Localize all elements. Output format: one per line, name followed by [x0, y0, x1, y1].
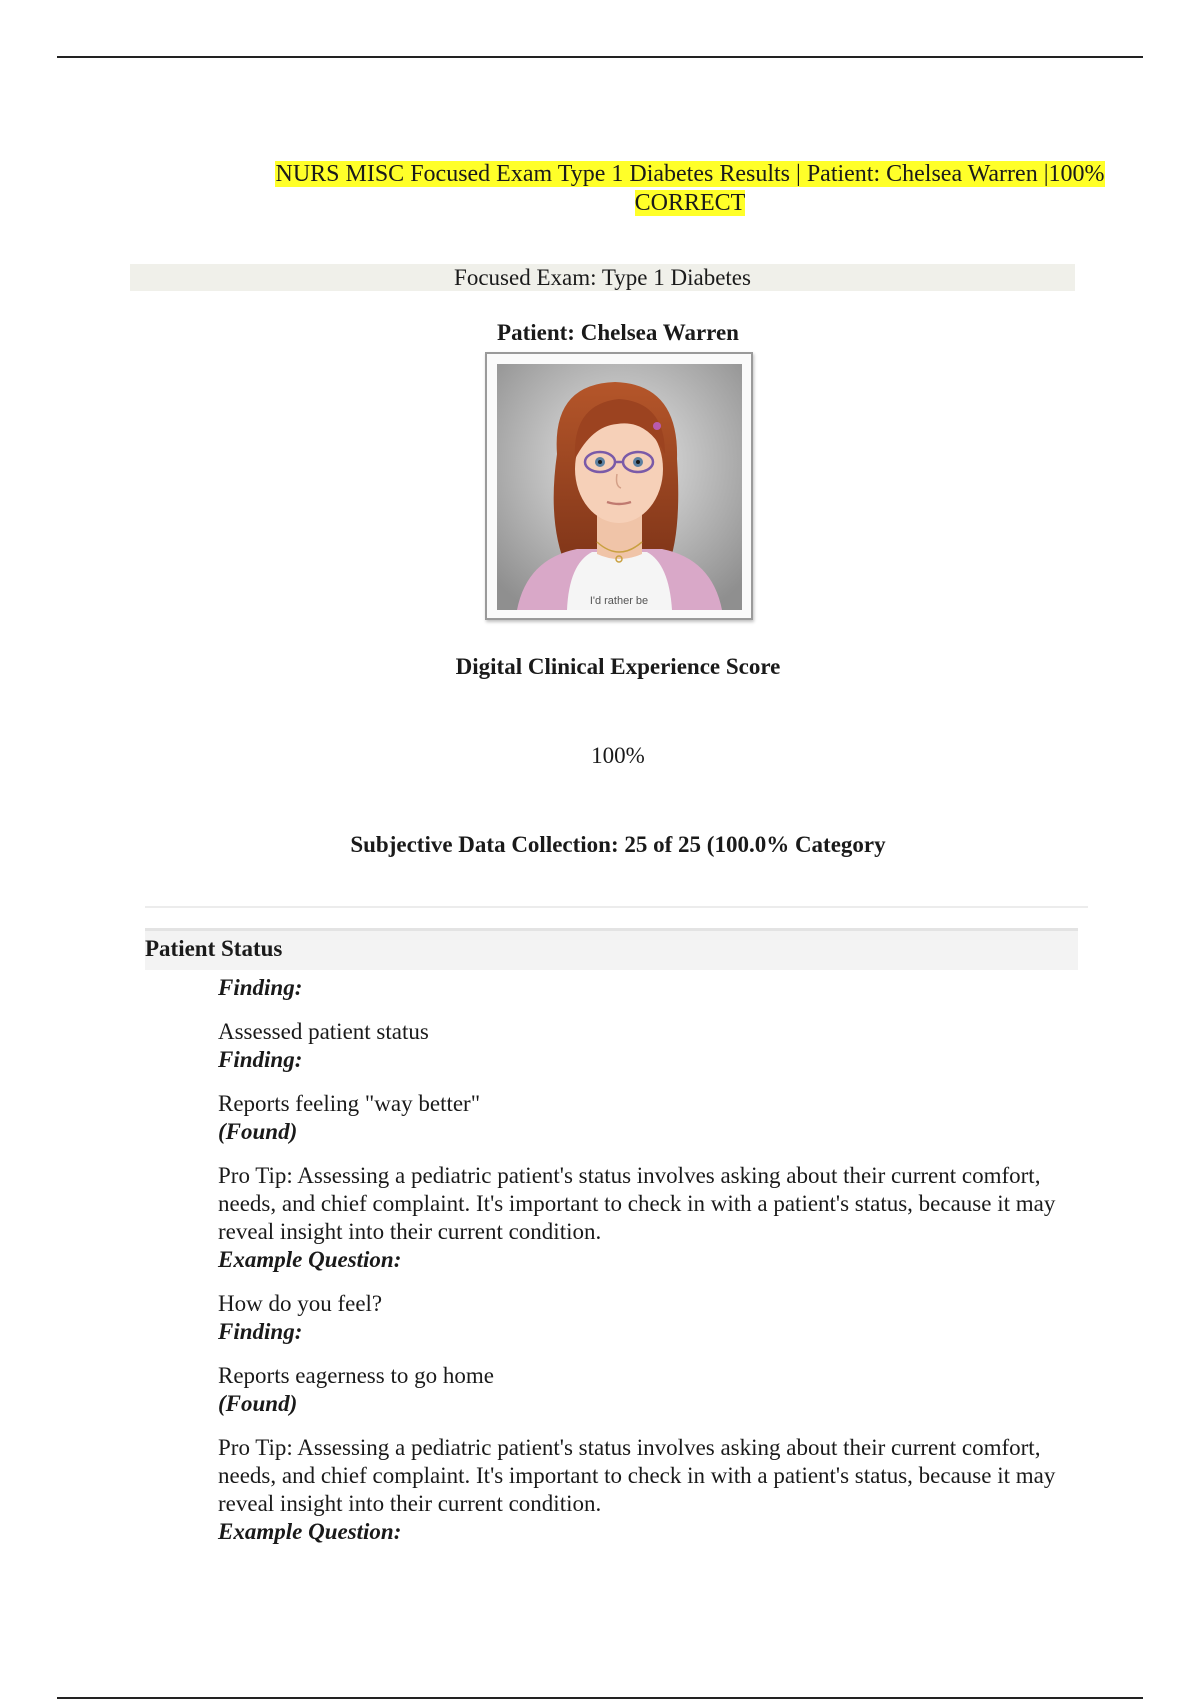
section-title: Patient Status	[145, 928, 1078, 970]
example-question-label: Example Question:	[218, 1247, 402, 1272]
finding-text: Reports eagerness to go home	[218, 1363, 494, 1388]
score-value: 100%	[591, 743, 645, 768]
finding-label: Finding:	[218, 975, 303, 1000]
top-rule	[57, 56, 1143, 58]
patient-portrait-image	[497, 364, 742, 610]
finding-text: Assessed patient status	[218, 1019, 429, 1044]
exam-label: Focused Exam: Type 1 Diabetes	[130, 264, 1075, 291]
found-label: (Found)	[218, 1119, 298, 1144]
score-heading: Digital Clinical Experience Score	[455, 654, 781, 679]
document-title-text: NURS MISC Focused Exam Type 1 Diabetes Results | Patient: Chelsea Warren |100% CORRECT	[275, 161, 1105, 216]
portrait-shirt-text: I'd rather be	[589, 595, 649, 607]
patient-heading: Patient: Chelsea Warren	[497, 320, 739, 345]
finding-label: Finding:	[218, 1047, 303, 1072]
bottom-rule	[57, 1697, 1143, 1699]
pro-tip-text: Pro Tip: Assessing a pediatric patient's status involves asking about their current comfort, needs, and chief complaint. It's important to check in with a patient's status, because it may reveal insight into their current condition.	[218, 1163, 1056, 1244]
pro-tip-text: Pro Tip: Assessing a pediatric patient's status involves asking about their current comfort, needs, and chief complaint. It's important to check in with a patient's status, because it may reveal insight into their current condition.	[218, 1435, 1056, 1516]
patient-portrait	[485, 352, 753, 620]
section-content	[218, 974, 1088, 1546]
found-label: (Found)	[218, 1391, 298, 1416]
document-title	[260, 160, 1120, 218]
section-divider	[145, 906, 1088, 908]
example-question-label: Example Question:	[218, 1519, 402, 1544]
finding-label: Finding:	[218, 1319, 303, 1344]
finding-text: Reports feeling "way better"	[218, 1091, 481, 1116]
subjective-heading: Subjective Data Collection: 25 of 25 (100.0% Category	[350, 832, 886, 857]
example-question-text: How do you feel?	[218, 1291, 383, 1316]
